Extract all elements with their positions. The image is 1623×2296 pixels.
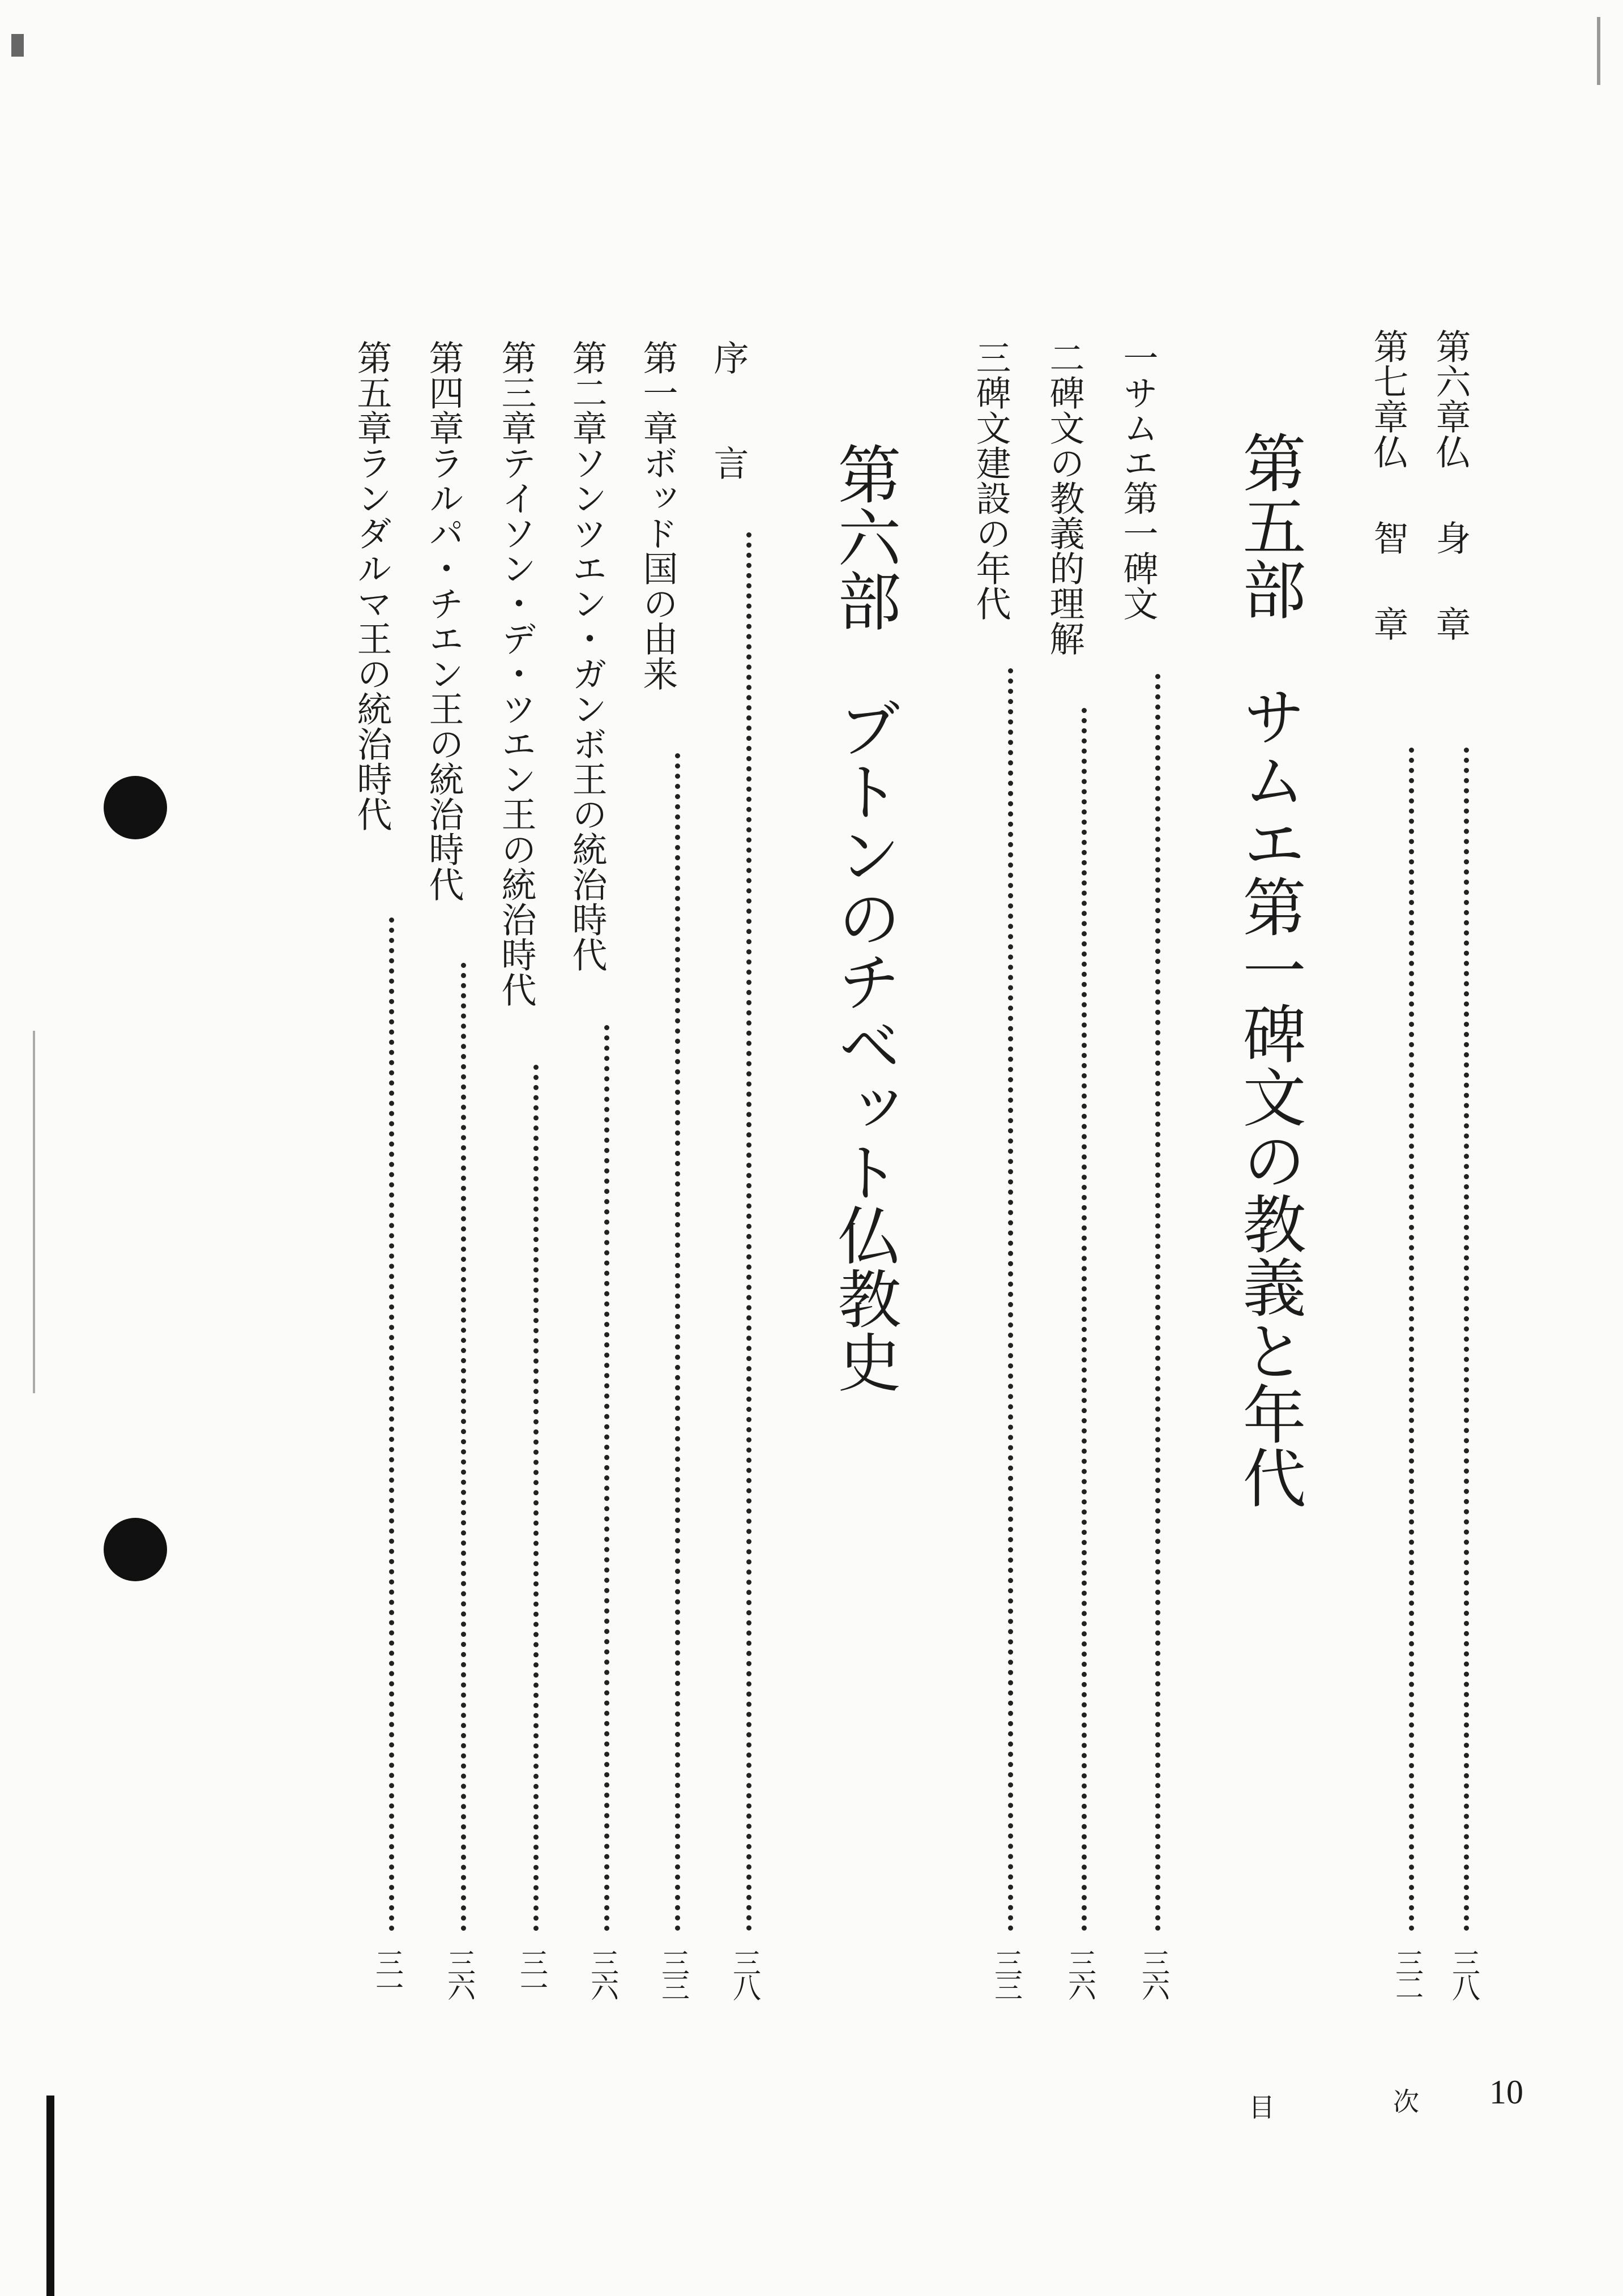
page-number: 三三	[657, 1948, 690, 1998]
chapter-number: 第七章	[1368, 328, 1409, 434]
chapter-number: 第二章	[566, 340, 608, 445]
chapter-number: 第六章	[1430, 328, 1471, 434]
scan-speck	[1597, 17, 1600, 85]
chapter-title: 仏智章	[1368, 434, 1409, 692]
toc-entry-chapter-7[interactable]	[1368, 328, 1409, 692]
chapter-title: ソンツエン・ガンボ王の統治時代	[566, 445, 608, 972]
part-5-title: 第五部 サムエ第一碑文の教義と年代	[1232, 430, 1306, 1509]
dot-leader	[1464, 748, 1469, 1931]
section-number: 一	[1117, 340, 1159, 375]
section-number: 三	[970, 340, 1011, 375]
chapter-number: 第五章	[351, 340, 392, 445]
footer-label-ji: 次	[1393, 2086, 1419, 2117]
toc-entry-chapter-6[interactable]	[1430, 328, 1471, 692]
dot-leader	[461, 963, 466, 1931]
page-number: 三八	[1447, 1948, 1480, 1998]
section-title: 碑文建設の年代	[970, 375, 1011, 621]
chapter-title: テイソン・デ・ツエン王の統治時代	[496, 445, 537, 1007]
punch-hole	[104, 776, 167, 839]
dot-leader	[389, 917, 394, 1931]
section-number: 二	[1044, 340, 1085, 375]
dot-leader	[1155, 674, 1160, 1931]
dot-leader	[1008, 668, 1013, 1931]
part-6-title: 第六部 ブトンのチベット仏教史	[827, 442, 901, 1393]
page-number: 三六	[443, 1948, 476, 1998]
toc-entry-chapter-4[interactable]	[423, 340, 464, 902]
section-title: 碑文の教義的理解	[1044, 375, 1085, 656]
dot-leader	[675, 753, 680, 1931]
toc-entry-section-1[interactable]	[1117, 340, 1159, 621]
scan-speck	[11, 34, 24, 57]
toc-entry-chapter-1[interactable]	[637, 340, 678, 691]
footer-label-moku: 目	[1249, 2092, 1275, 2123]
page-number: 三八	[728, 1948, 761, 1998]
scan-speck	[33, 1031, 35, 1393]
chapter-title: ボッド国の由来	[637, 445, 678, 691]
toc-entry-section-3[interactable]	[970, 340, 1011, 621]
page-number: 三六	[586, 1948, 619, 1998]
toc-entry-preface[interactable]	[708, 340, 749, 480]
chapter-number: 第四章	[423, 340, 464, 445]
chapter-title: 仏身章	[1430, 434, 1471, 692]
dot-leader	[746, 532, 751, 1931]
toc-entry-chapter-5[interactable]	[351, 340, 392, 831]
toc-entry-chapter-3[interactable]	[496, 340, 537, 1007]
chapter-number: 第三章	[496, 340, 537, 445]
dot-leader	[604, 1025, 609, 1931]
scan-edge-shadow	[46, 2096, 54, 2296]
toc-entry-section-2[interactable]	[1044, 340, 1085, 656]
section-title: サムエ第一碑文	[1117, 375, 1159, 621]
page-number: 三一	[515, 1948, 548, 1998]
page-number: 三一	[371, 1948, 404, 1998]
dot-leader	[1409, 748, 1414, 1931]
dot-leader	[1082, 708, 1087, 1931]
page-number: 三三	[990, 1948, 1023, 1998]
page-number: 三六	[1137, 1948, 1170, 1998]
chapter-number: 第一章	[637, 340, 678, 445]
toc-entry-chapter-2[interactable]	[566, 340, 608, 972]
punch-hole	[104, 1518, 167, 1581]
dot-leader	[533, 1065, 539, 1931]
chapter-title: ランダルマ王の統治時代	[351, 445, 392, 831]
preface-label: 序 言	[708, 340, 749, 480]
chapter-title: ラルパ・チエン王の統治時代	[423, 445, 464, 902]
folio-page-number: 10	[1489, 2073, 1523, 2111]
page-number: 三二	[1391, 1948, 1424, 1998]
page-number: 三六	[1064, 1948, 1096, 1998]
